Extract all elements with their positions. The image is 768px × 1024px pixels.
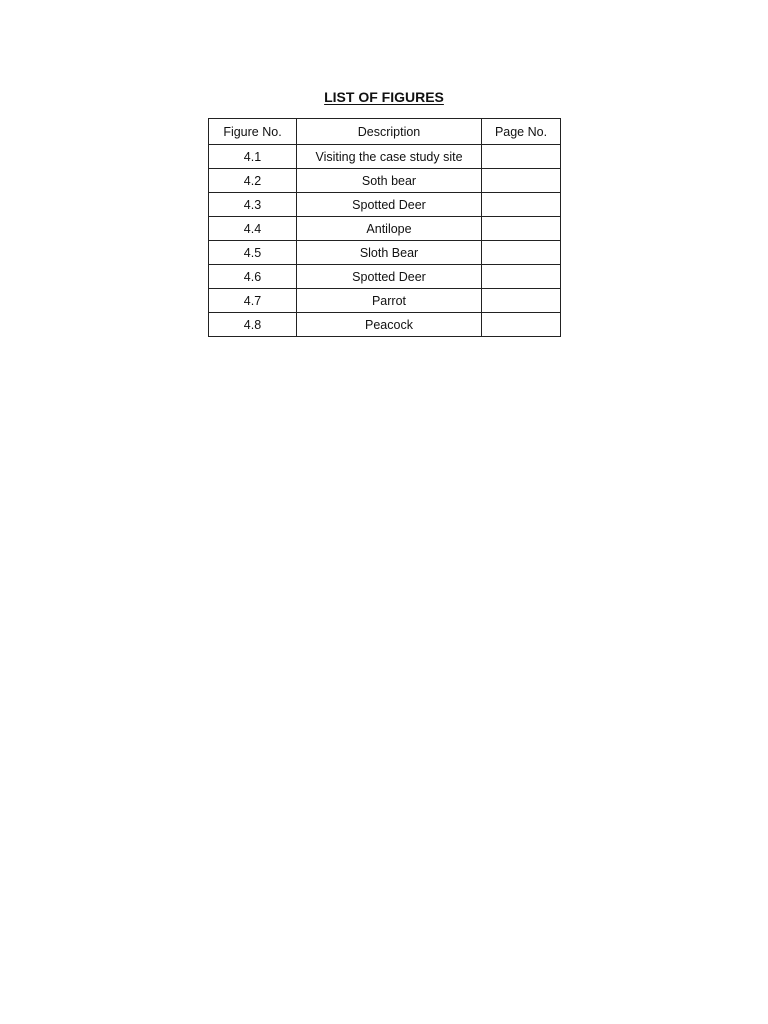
description-cell: Visiting the case study site: [297, 145, 482, 169]
figure-no-cell: 4.3: [209, 193, 297, 217]
figure-no-cell: 4.5: [209, 241, 297, 265]
description-cell: Antilope: [297, 217, 482, 241]
figure-no-cell: 4.4: [209, 217, 297, 241]
table-row: [209, 169, 561, 193]
header-page-no: Page No.: [482, 119, 561, 145]
table-row: [209, 289, 561, 313]
table-row: [209, 241, 561, 265]
figure-no-cell: 4.2: [209, 169, 297, 193]
figure-no-cell: 4.1: [209, 145, 297, 169]
table-body: [209, 145, 561, 337]
page-title: LIST OF FIGURES: [324, 89, 444, 105]
page-no-cell: [482, 169, 561, 193]
table-header: [209, 119, 561, 145]
figure-no-cell: 4.8: [209, 313, 297, 337]
page-no-cell: [482, 193, 561, 217]
page-no-cell: [482, 289, 561, 313]
table-row: [209, 145, 561, 169]
figures-table: [208, 118, 561, 337]
figure-no-cell: 4.6: [209, 265, 297, 289]
description-cell: Soth bear: [297, 169, 482, 193]
page-no-cell: [482, 313, 561, 337]
page-no-cell: [482, 145, 561, 169]
header-description: Description: [297, 119, 482, 145]
table-row: [209, 193, 561, 217]
table-row: [209, 265, 561, 289]
description-cell: Spotted Deer: [297, 265, 482, 289]
header-figure-no: Figure No.: [209, 119, 297, 145]
page-no-cell: [482, 265, 561, 289]
page-no-cell: [482, 217, 561, 241]
header-row: [209, 119, 561, 145]
table-row: [209, 217, 561, 241]
description-cell: Peacock: [297, 313, 482, 337]
description-cell: Parrot: [297, 289, 482, 313]
description-cell: Sloth Bear: [297, 241, 482, 265]
figure-no-cell: 4.7: [209, 289, 297, 313]
table-row: [209, 313, 561, 337]
page-no-cell: [482, 241, 561, 265]
description-cell: Spotted Deer: [297, 193, 482, 217]
